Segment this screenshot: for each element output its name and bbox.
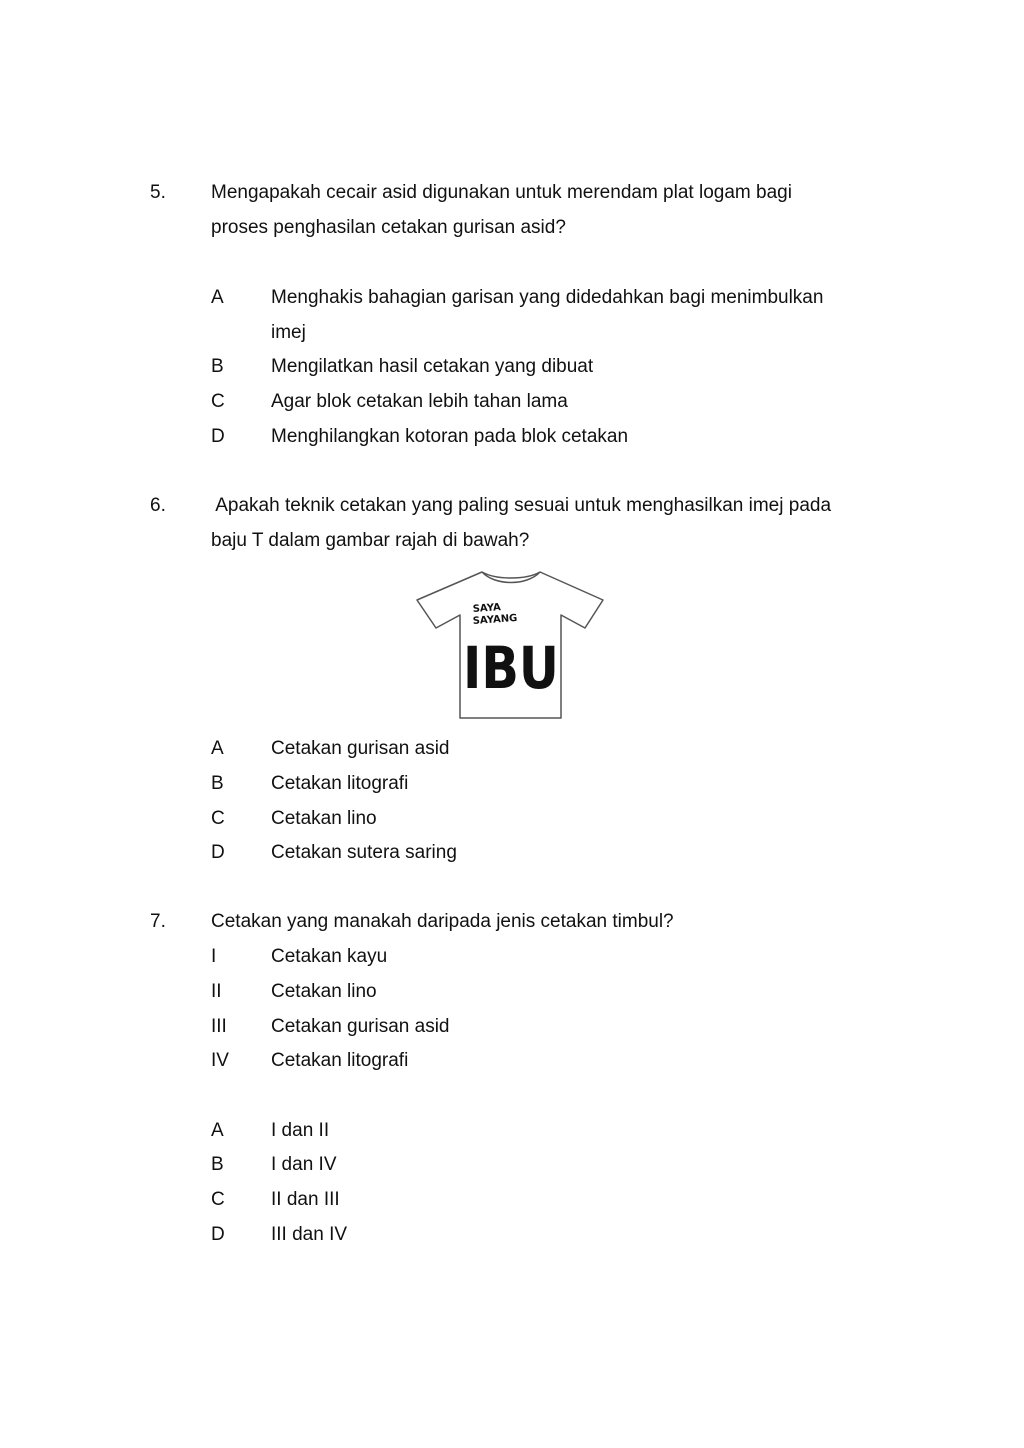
option-letter: B	[211, 356, 224, 377]
statement-text: Cetakan gurisan asid	[271, 1016, 450, 1037]
question-number: 7.	[150, 911, 166, 932]
option-text: Cetakan litografi	[271, 773, 409, 794]
statement-numeral: IV	[211, 1050, 229, 1071]
option-letter: D	[211, 842, 225, 863]
option-text: III dan IV	[271, 1224, 348, 1245]
statement-numeral: III	[211, 1016, 227, 1037]
option-text: Menghilangkan kotoran pada blok cetakan	[271, 426, 629, 447]
option-text: II dan III	[271, 1189, 340, 1210]
shirt-text-ibu: IBU	[463, 634, 559, 703]
shirt-text-saya: SAYA	[472, 602, 502, 615]
option-letter: B	[211, 1154, 224, 1175]
option-text: Cetakan gurisan asid	[271, 738, 450, 759]
option-letter: A	[211, 738, 224, 759]
option-text: imej	[271, 322, 306, 343]
question-text: Cetakan yang manakah daripada jenis cetakan timbul?	[211, 911, 674, 932]
option-text: I dan II	[271, 1120, 330, 1141]
option-letter: C	[211, 808, 225, 829]
option-text: Mengilatkan hasil cetakan yang dibuat	[271, 356, 594, 377]
question-text: Apakah teknik cetakan yang paling sesuai untuk menghasilkan imej pada	[211, 495, 832, 516]
question-text: Mengapakah cecair asid digunakan untuk merendam plat logam bagi	[211, 182, 792, 203]
option-letter: D	[211, 426, 225, 447]
statement-numeral: II	[211, 981, 222, 1002]
statement-text: Cetakan kayu	[271, 946, 388, 967]
option-letter: A	[211, 287, 224, 308]
question-text: baju T dalam gambar rajah di bawah?	[211, 530, 530, 551]
question-number: 6.	[150, 495, 166, 516]
option-letter: B	[211, 773, 224, 794]
shirt-text-sayang: SAYANG	[472, 612, 518, 627]
option-text: Cetakan sutera saring	[271, 842, 457, 863]
statement-text: Cetakan lino	[271, 981, 377, 1002]
option-letter: D	[211, 1224, 225, 1245]
option-letter: A	[211, 1120, 224, 1141]
question-number: 5.	[150, 182, 166, 203]
option-letter: C	[211, 1189, 225, 1210]
option-text: Menghakis bahagian garisan yang didedahkan bagi menimbulkan	[271, 287, 824, 308]
option-text: Agar blok cetakan lebih tahan lama	[271, 391, 568, 412]
option-letter: C	[211, 391, 225, 412]
option-text: I dan IV	[271, 1154, 337, 1175]
option-text: Cetakan lino	[271, 808, 377, 829]
statement-numeral: I	[211, 946, 217, 967]
question-text: proses penghasilan cetakan gurisan asid?	[211, 217, 566, 238]
tshirt-figure	[413, 568, 609, 720]
statement-text: Cetakan litografi	[271, 1050, 409, 1071]
